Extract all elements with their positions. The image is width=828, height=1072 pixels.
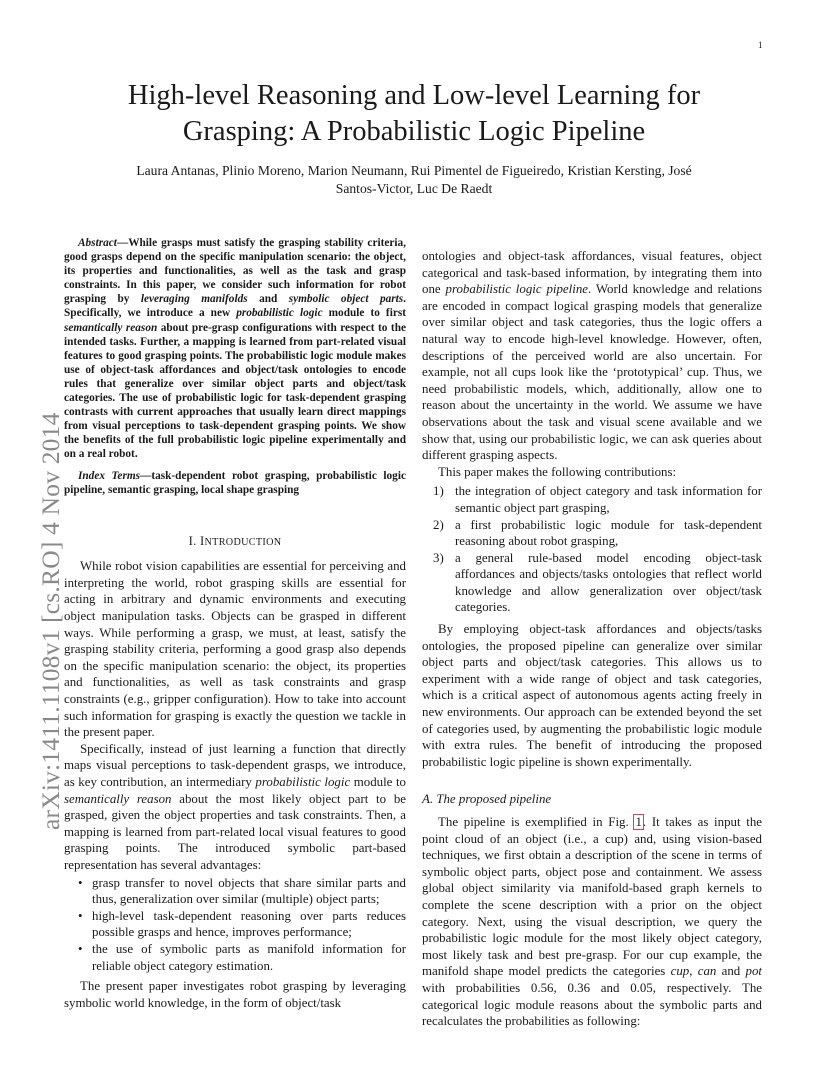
- intro-paragraph-3: The present paper investigates robot grasping by leveraging symbolic world knowledge, in the form of object/task: [64, 979, 406, 1010]
- page-number: 1: [758, 40, 763, 50]
- advantages-list: [64, 875, 406, 975]
- list-item: • grasp transfer to novel objects that share similar parts and thus, generalization over similar (multiple) object parts;: [64, 875, 406, 908]
- right-paragraph-1: ontologies and object-task affordances, visual features, object categorical and task-based information, by integrating them into one probabilistic logic pipeline. World knowledge and relations are encoded in compact logical grasping models that generalize over similar object and task categories, thus the logic offers a natural way to encode high-level knowledge. However, often, descriptions of the perceived world are also uncertain. For example, not all cups look like the ‘prototypical’ cup. Thus, we need probabilistic models, which, additionally, allow one to reason about the uncertainty in the world. We assume we have observations about the task and visual scene available and we show that, using our probabilistic logic, we can ask queries about different grasping aspects.: [422, 249, 762, 463]
- contributions-list: [422, 483, 762, 616]
- list-item: • high-level task-dependent reasoning over parts reduces possible grasps and hence, improves performance;: [64, 908, 406, 941]
- authors-line-2: Santos-Victor, Luc De Raedt: [335, 181, 493, 196]
- list-item: • the use of symbolic parts as manifold information for reliable object category estimation.: [64, 941, 406, 974]
- right-paragraph-2: By employing object-task affordances and objects/tasks ontologies, the proposed pipeline can generalize over similar object parts and object/task categories. This allows us to experiment with a wide range of object and task categories, which is a critical aspect of autonomous agents acting freely in new environments. Our approach can be extended beyond the set of categories used, by augmenting the probabilistic logic module with extra rules. The benefit of introducing the proposed probabilistic logic pipeline is shown experimentally.: [422, 622, 762, 769]
- list-item: 3) a general rule-based model encoding object-task affordances and objects/tasks ontologies that reflect world knowledge and allow generalization over object/task categories.: [433, 550, 762, 615]
- abstract-label: Abstract: [78, 237, 117, 249]
- right-column: [422, 248, 762, 1030]
- index-terms: Index Terms—task-dependent robot grasping, probabilistic logic pipeline, semantic grasping, local shape grasping: [64, 469, 406, 496]
- list-item: 2) a first probabilistic logic module for task-dependent reasoning about robot grasping,: [433, 517, 762, 549]
- arxiv-sidebar-stamp: arXiv:1411.1108v1 [cs.RO] 4 Nov 2014: [36, 412, 65, 830]
- left-column: [64, 236, 406, 1011]
- section-heading-introduction: I. INTRODUCTION: [188, 533, 282, 548]
- contributions-intro: This paper makes the following contributions:: [438, 464, 677, 479]
- intro-paragraph-1: While robot vision capabilities are essential for perceiving and interpreting the world, robot grasping skills are essential for acting in arbitrary and dynamic environments and executing object manipulation tasks. Objects can be grasped in different ways. While performing a grasp, we must, at least, satisfy the grasping stability criteria, performing a good grasp also depends on the specific manipulation scenario: the object, its properties and functionalities, as well as task constraints and grasp constraints (e.g., gripper configuration). How to take into account such information for grasping is exactly the question we tackle in the present paper.: [64, 559, 406, 740]
- figure-1-link[interactable]: 1: [635, 815, 642, 829]
- right-paragraph-3: The pipeline is exemplified in Fig. 1. It takes as input the point cloud of an object (i.e., a cup) and, using vision-based techniques, we first obtain a description of the scene in terms of symbolic object parts, object pose and containment. We assess global object similarity via manifold-based graph kernels to complete the scene description with a prior on the object category. Next, using the visual description, we query the probabilistic logic module for the most likely object category, most likely task and best pre-grasp. For our cup example, the manifold shape model predicts the categories cup, can and pot with probabilities 0.56, 0.36 and 0.05, respectively. The categorical logic module reasons about the symbolic parts and recalculates the probabilities as following:: [422, 815, 763, 1029]
- list-item: 1) the integration of object category and task information for semantic object part grasping,: [433, 484, 762, 515]
- title-line-1: High-level Reasoning and Low-level Learning for: [127, 80, 701, 111]
- authors-line-1: Laura Antanas, Plinio Moreno, Marion Neumann, Rui Pimentel de Figueiredo, Kristian Kersting, José: [136, 163, 692, 178]
- author-list: [70, 162, 758, 198]
- intro-paragraph-2: Specifically, instead of just learning a function that directly maps visual perceptions to task-dependent grasps, we introduce, as key contribution, an intermediary probabilistic logic module to semantically reason about the most likely object part to be grasped, given the object properties and task constraints. Then, a mapping is learned from part-related local visual features to good grasping points. The introduced symbolic part-based representation has several advantages:: [64, 741, 406, 872]
- subsection-heading-pipeline: A. The proposed pipeline: [422, 792, 552, 807]
- abstract: Abstract—While grasps must satisfy the grasping stability criteria, good grasps depend on the specific manipulation scenario: the object, its properties and functionalities, as well as the task and grasp constraints. In this paper, we consider such information for robot grasping by leveraging manifolds and symbolic object parts. Specifically, we introduce a new probabilistic logic module to first semantically reason about pre-grasp configurations with respect to the intended tasks. Further, a mapping is learned from part-related visual features to good grasping points. The probabilistic logic module makes use of object-task affordances and object/task ontologies to encode rules that generalize over similar object parts and object/task categories. The use of probabilistic logic for task-dependent grasping contrasts with current approaches that usually learn direct mappings from visual perceptions to task-dependent grasping points. We show the benefits of the full probabilistic logic pipeline experimentally and on a real robot.: [64, 237, 407, 461]
- index-terms-label: Index Terms: [78, 469, 141, 482]
- paper-title: [40, 78, 788, 150]
- title-line-2: Grasping: A Probabilistic Logic Pipeline: [182, 116, 646, 147]
